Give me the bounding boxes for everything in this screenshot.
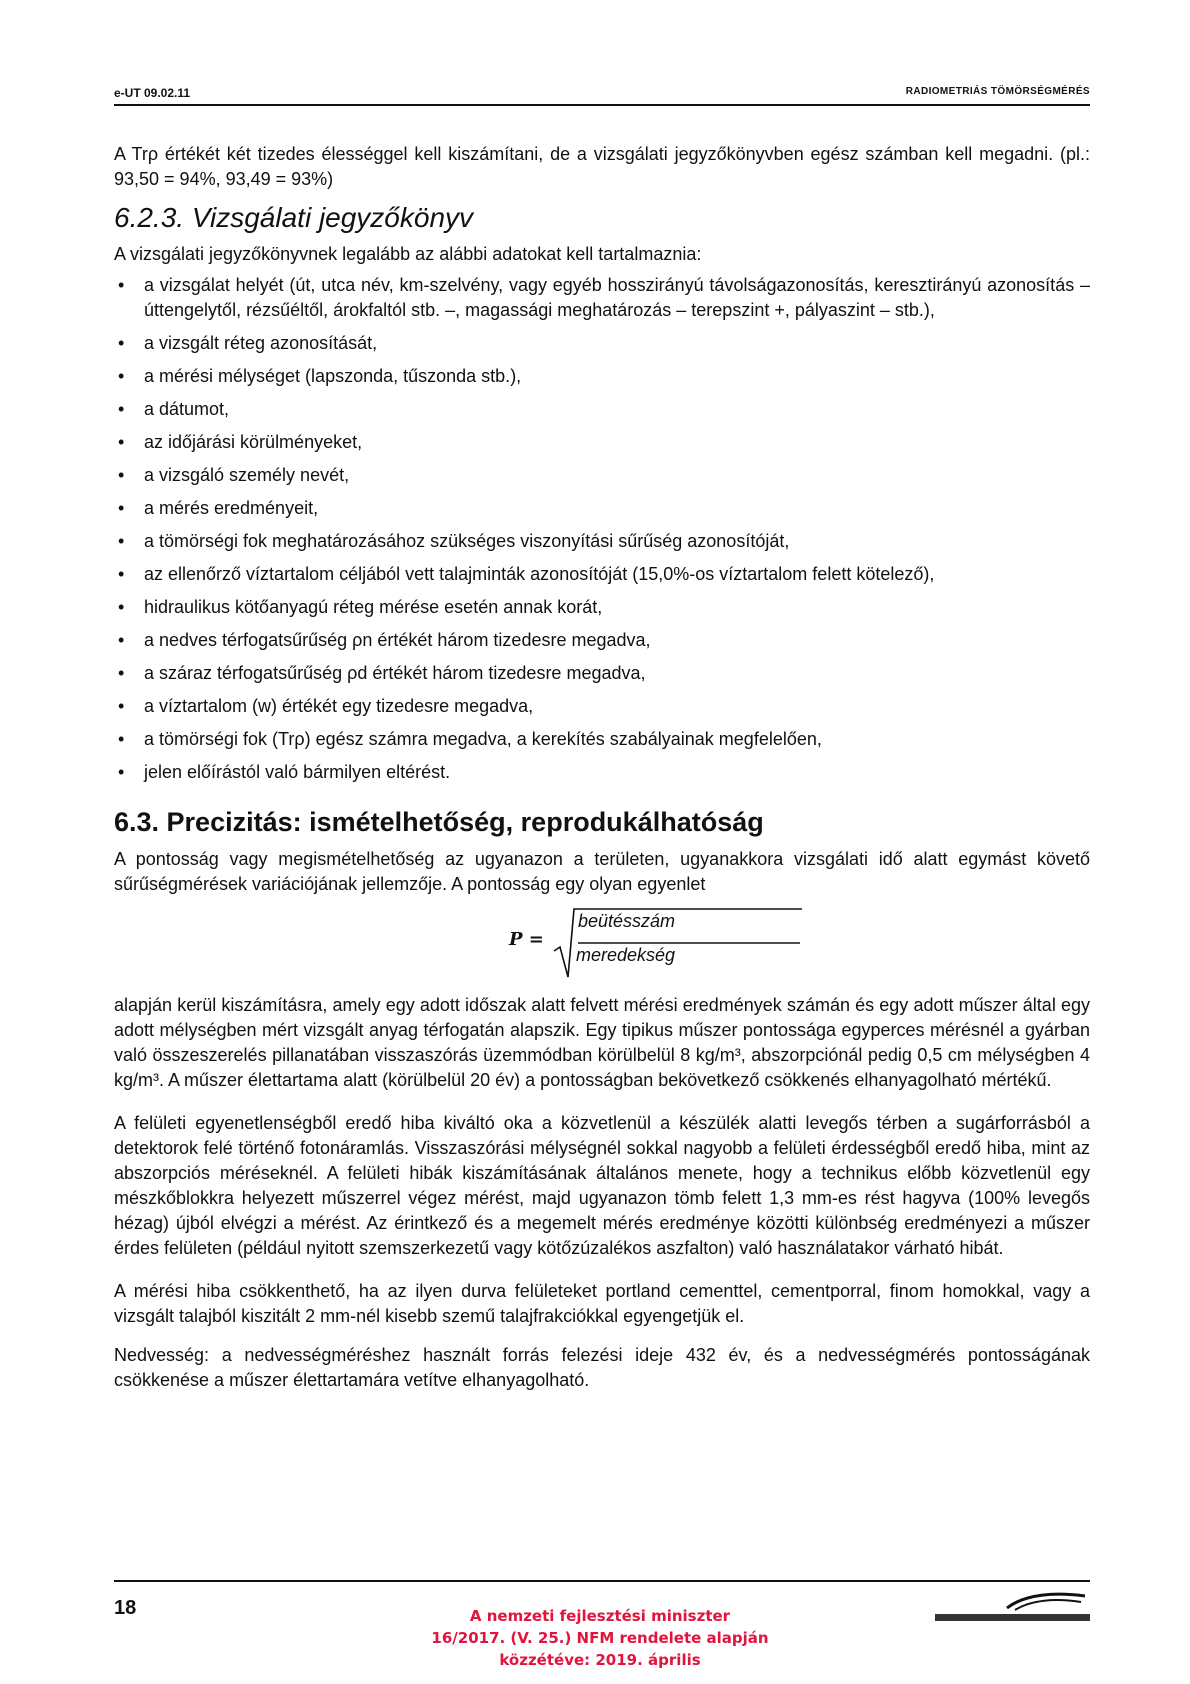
list-item: • az időjárási körülményeket,: [114, 430, 1090, 455]
bullet-icon: •: [118, 663, 125, 683]
list-item: • jelen előírástól való bármilyen eltérést.: [114, 760, 1090, 785]
list-item: • a nedves térfogatsűrűség ρn értékét három tizedesre megadva,: [114, 628, 1090, 653]
precision-paragraph-3: A felületi egyenetlenségből eredő hiba kiváltó oka a közvetlenül a készülék alatti levegős térben a sugárforrásból a detektorok felé történő fotonáramlás. Visszaszórási mélységnél sokkal nagyobb a felületi érdességből eredő hiba, mint az abszorpciós méréseknél. A felületi hibák kiszámításának általános menete, hogy a technikus előbb közvetlenül egy mészkőblokkra helyezett műszerrel végez mérést, majd ugyanazon tömb felett 1,3 mm-es rést hagyva (100% levegős hézag) újból elvégzi a mérést. Az érintkező és a megemelt mérés eredménye közötti különbség eredményezi a műszer érdes felületen (például nyitott szemszerkezetű vagy kötőzúzalékos aszfalton) való használatakor várható hibát.: [114, 1113, 1090, 1258]
precision-paragraph-4: A mérési hiba csökkenthető, ha az ilyen durva felületeket portland cementtel, cementporral, finom homokkal, vagy a vizsgált talajból kiszitált 2 mm-nél kisebb szemű talajfrakciókkal egyengetjük el.: [114, 1281, 1090, 1326]
formula-denominator: meredekség: [576, 945, 676, 965]
page-header: [114, 84, 1090, 104]
bullet-icon: •: [118, 762, 125, 782]
list-item: • a vizsgáló személy nevét,: [114, 463, 1090, 488]
list-item: • a vizsgálat helyét (út, utca név, km-szelvény, vagy egyéb hosszirányú távolságazonosítás, keresztirányú azonosítás – úttengelytől, rézsűéltől, árokfaltól stb. –, magassági meghatározás – terepszint +, pályaszint – stb.),: [118, 275, 1090, 320]
formula-numerator: beütésszám: [578, 911, 676, 931]
list-item: • a tömörségi fok (Trρ) egész számra megadva, a kerekítés szabályainak megfelelően,: [114, 727, 1090, 752]
list-item: • a víztartalom (w) értékét egy tizedesre megadva,: [114, 694, 1090, 719]
bullet-icon: •: [118, 729, 125, 749]
publication-stamp: [380, 1605, 820, 1671]
stamp-line-3: közzétéve: 2019. április: [499, 1651, 701, 1669]
bullet-icon: •: [118, 366, 125, 386]
precision-paragraph-2: alapján kerül kiszámításra, amely egy adott időszak alatt felvett mérési eredmények számán és egy adott műszer által egy adott mélységben mért vizsgált anyag térfogatán alapszik. Egy tipikus műszer pontossága egyperces mérésnél a gyárban való összeszerelés pillanatában visszaszórás üzemmódban körülbelül 8 kg/m³, abszorpciónál pedig 0,5 cm mélységben 4 kg/m³. A műszer élettartama alatt (körülbelül 20 év) a pontosságban bekövetkező csökkenés elhanyagolható mértékű.: [114, 995, 1090, 1090]
bullet-icon: •: [118, 564, 125, 584]
page-number: 18: [114, 1597, 137, 1619]
stamp-line-1: A nemzeti fejlesztési miniszter: [469, 1607, 731, 1625]
section-heading-6-2-3: 6.2.3. Vizsgálati jegyzőkönyv: [114, 202, 474, 233]
intro-paragraph: A Trρ értékét két tizedes élességgel kell kiszámítani, de a vizsgálati jegyzőkönyvben egész számban kell megadni. (pl.: 93,50 = 94%, 93,49 = 93%): [114, 144, 1090, 189]
header-divider: [114, 104, 1090, 106]
bullet-icon: •: [118, 597, 125, 617]
bullet-icon: •: [118, 399, 125, 419]
precision-formula: [114, 907, 1090, 981]
bullet-icon: •: [118, 630, 125, 650]
stamp-line-2: 16/2017. (V. 25.) NFM rendelete alapján: [431, 1629, 769, 1647]
footer-divider: [114, 1580, 1090, 1582]
list-item: • a vizsgált réteg azonosítását,: [114, 331, 1090, 356]
bullet-icon: •: [118, 275, 125, 295]
bullet-icon: •: [118, 465, 125, 485]
list-item: • a dátumot,: [114, 397, 1090, 422]
section-lead: A vizsgálati jegyzőkönyvnek legalább az alábbi adatokat kell tartalmaznia:: [114, 244, 702, 264]
list-item: • a mérési mélységet (lapszonda, tűszonda stb.),: [114, 364, 1090, 389]
list-item: • hidraulikus kötőanyagú réteg mérése esetén annak korát,: [114, 595, 1090, 620]
bullet-icon: •: [118, 333, 125, 353]
list-item: • a tömörségi fok meghatározásához szükséges viszonyítási sűrűség azonosítóját,: [114, 529, 1090, 554]
precision-paragraph-5: Nedvesség: a nedvességméréshez használt forrás felezési ideje 432 év, és a nedvességmérés pontosságának csökkenése a műszer élettartamára vetítve elhanyagolható.: [114, 1345, 1090, 1390]
bullet-icon: •: [118, 498, 125, 518]
doc-code: e-UT 09.02.11: [114, 86, 191, 100]
bullet-icon: •: [118, 432, 125, 452]
list-item: • az ellenőrző víztartalom céljából vett talajminták azonosítóját (15,0%-os víztartalom felett kötelező),: [114, 562, 1090, 587]
precision-paragraph-1: A pontosság vagy megismételhetőség az ugyanazon a területen, ugyanakkora vizsgálati idő alatt egymást követő sűrűségmérések variációjának jellemzője. A pontosság egy olyan egyenlet: [114, 849, 1090, 894]
formula-lhs: P =: [509, 929, 544, 950]
bullet-icon: •: [118, 696, 125, 716]
bullet-icon: •: [118, 531, 125, 551]
list-item: • a száraz térfogatsűrűség ρd értékét három tizedesre megadva,: [114, 661, 1090, 686]
section-heading-6-3: 6.3. Precizitás: ismételhetőség, reprodukálhatóság: [114, 807, 764, 837]
list-item: • a mérés eredményeit,: [114, 496, 1090, 521]
society-logo-icon: [935, 1590, 1090, 1626]
doc-title: RADIOMETRIÁS TÖMÖRSÉGMÉRÉS: [905, 86, 1090, 97]
requirements-list: [114, 273, 1090, 785]
page-body: [114, 142, 1090, 1393]
